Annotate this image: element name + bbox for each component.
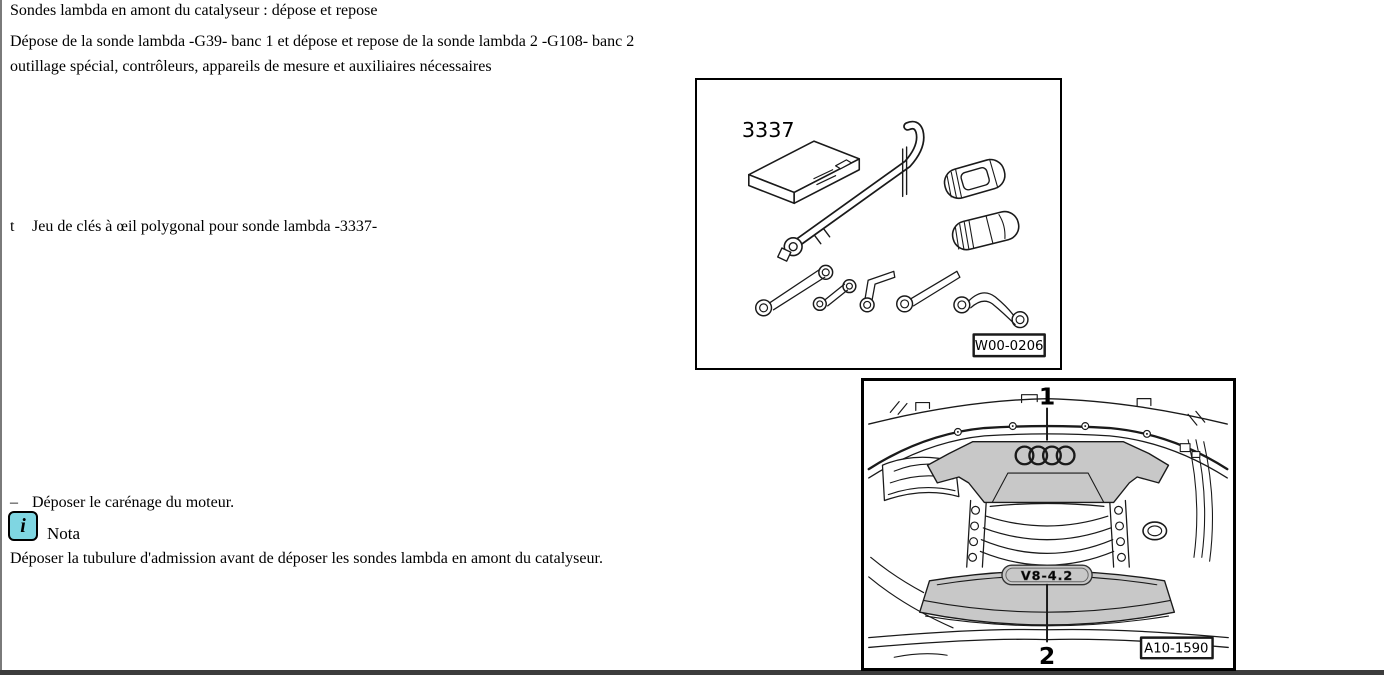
- callout-1: [1039, 383, 1055, 440]
- tool-case-drawing: [749, 141, 859, 203]
- ring-wrench-drawing-4: [897, 271, 960, 311]
- engine-bay-illustration: [864, 381, 1233, 668]
- tool-item-text: Jeu de clés à œil polygonal pour sonde lambda -3337-: [32, 218, 378, 235]
- figure-special-tools: [695, 78, 1062, 370]
- intake-runners-drawing: [980, 503, 1113, 565]
- figure-code-label: W00-0206: [974, 339, 1044, 355]
- ring-wrench-drawing-5: [954, 293, 1028, 328]
- engine-badge-label: V8-4.2: [1020, 568, 1074, 584]
- procedure-subheading: Dépose de la sonde lambda -G39- banc 1 et dépose et repose de la sonde lambda 2 -G108- banc 2: [10, 33, 635, 50]
- tool-item-bullet: t: [10, 218, 15, 235]
- socket-tool-drawing-1: [941, 156, 1008, 201]
- engine-badge: [1002, 565, 1092, 585]
- info-icon: [8, 511, 38, 541]
- step-text: Déposer le carénage du moteur.: [32, 494, 235, 511]
- tools-section-title: outillage spécial, contrôleurs, appareils de mesure et auxiliaires nécessaires: [10, 58, 492, 75]
- tool-list-item: [10, 217, 377, 237]
- info-icon-glyph: i: [20, 515, 26, 537]
- figure-code-box: [974, 334, 1045, 356]
- note-label: Nota: [47, 524, 81, 543]
- left-page-border: [0, 0, 2, 675]
- section-heading: Sondes lambda en amont du catalyseur : dépose et repose: [10, 2, 378, 19]
- ring-wrench-drawing-2: [813, 280, 855, 311]
- reservoir-cap-drawing: [1143, 522, 1167, 540]
- special-tools-illustration: [697, 80, 1060, 368]
- engine-cover-drawing: [928, 442, 1169, 503]
- ring-wrench-drawing-3: [860, 271, 895, 311]
- callout-1-label: 1: [1038, 382, 1056, 411]
- tool-number-label: 3337: [741, 118, 795, 143]
- note-text: Déposer la tubulure d'admission avant de déposer les sondes lambda en amont du catalyseur.: [10, 550, 603, 567]
- figure-code-box: [1141, 638, 1213, 659]
- ignition-coil-rails-drawing: [967, 501, 1130, 568]
- callout-2-label: 2: [1038, 642, 1056, 668]
- figure-code-label: A10-1590: [1144, 641, 1209, 657]
- step-bullet: –: [10, 494, 18, 511]
- step-item: [10, 493, 234, 513]
- figure-engine-bay: [861, 378, 1236, 671]
- socket-tool-drawing-2: [950, 209, 1022, 253]
